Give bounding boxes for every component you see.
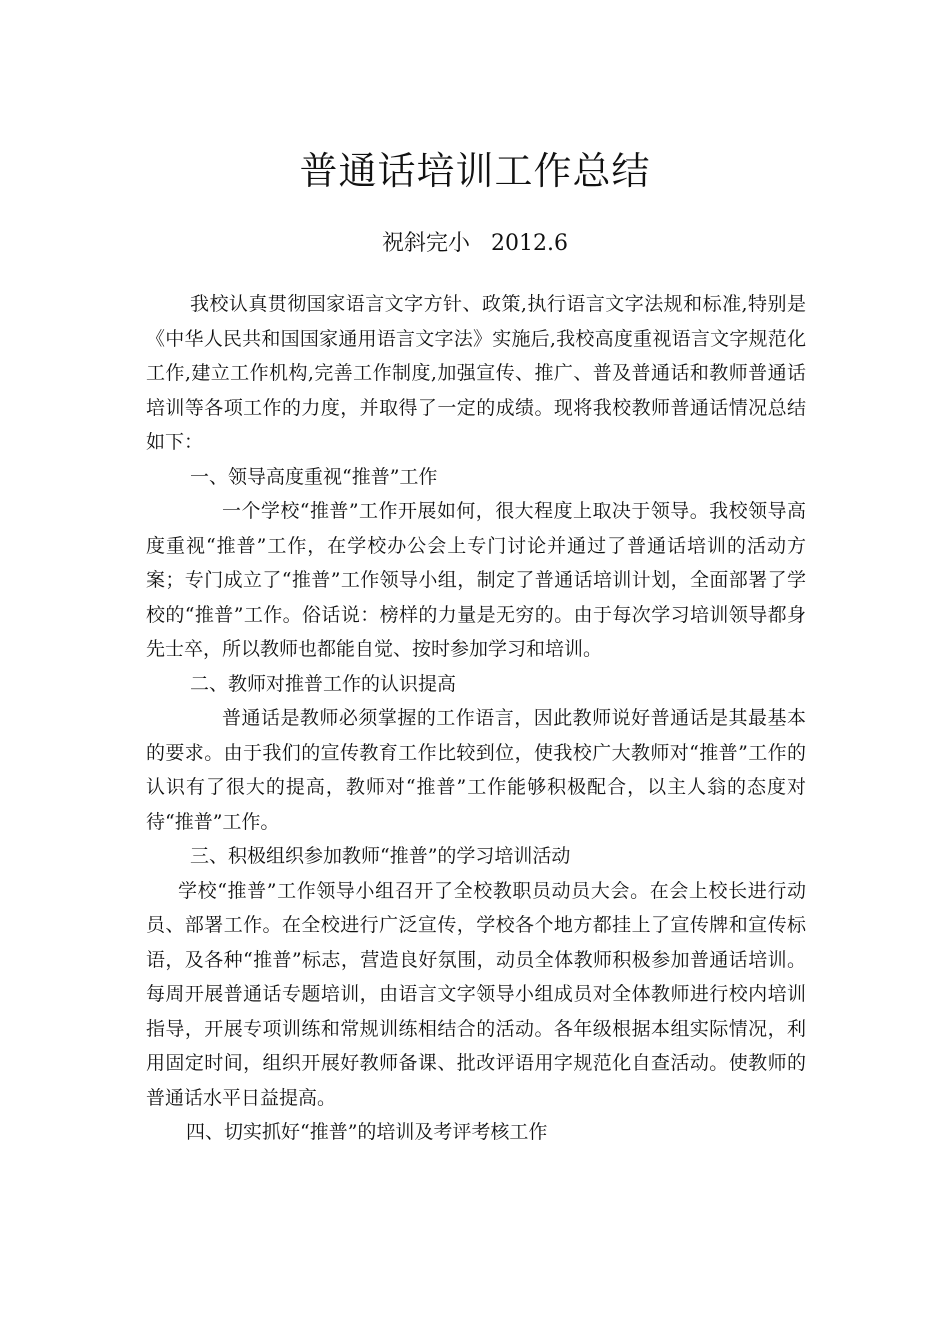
document-subtitle: 祝斜完小 2012.6 <box>382 231 568 256</box>
paragraph: 四、切实抓好“推普”的培训及考评考核工作 <box>186 1121 548 1143</box>
paragraph: 普通话是教师必须掌握的工作语言，因此教师说好普通话是其最基本的要求。由于我们的宣传教育工作比较到位，使我校广大教师对“推普”工作的认识有了很大的提高，教师对“推普”工作能够积极配合，以主人翁的态度对待“推普”工作。 <box>146 707 806 833</box>
paragraph: 一、领导高度重视“推普”工作 <box>190 465 438 488</box>
document-title: 普通话培训工作总结 <box>299 149 651 193</box>
paragraph: 一个学校“推普”工作开展如何，很大程度上取决于领导。我校领导高度重视“推普”工作，在学校办公会上专门讨论并通过了普通话培训的活动方案；专门成立了“推普”工作领导小组，制定了普通话培训计划，全面部署了学校的“推普”工作。俗话说：榜样的力量是无穷的。由于每次学习培训领导都身先士卒，所以教师也都能自觉、按时参加学习和培训。 <box>146 500 806 660</box>
paragraph: 我校认真贯彻国家语言文字方针、政策,执行语言文字法规和标准,特别是《中华人民共和国国家通用语言文字法》实施后,我校高度重视语言文字规范化工作,建立工作机构,完善工作制度,加强宣传、推广、普及普通话和教师普通话培训等各项工作的力度，并取得了一定的成绩。现将我校教师普通话情况总结如下： <box>146 293 806 453</box>
paragraph: 学校“推普”工作领导小组召开了全校教职员动员大会。在会上校长进行动员、部署工作。在全校进行广泛宣传，学校各个地方都挂上了宣传牌和宣传标语，及各种“推普”标志，营造良好氛围，动员全体教师积极参加普通话培训。每周开展普通话专题培训，由语言文字领导小组成员对全体教师进行校内培训指导，开展专项训练和常规训练相结合的活动。各年级根据本组实际情况，利用固定时间，组织开展好教师备课、批改评语用字规范化自查活动。使教师的普通话水平日益提高。 <box>146 879 806 1109</box>
document-body <box>146 287 806 1150</box>
paragraph: 二、教师对推普工作的认识提高 <box>190 672 457 695</box>
paragraph: 三、积极组织参加教师“推普”的学习培训活动 <box>190 845 571 867</box>
